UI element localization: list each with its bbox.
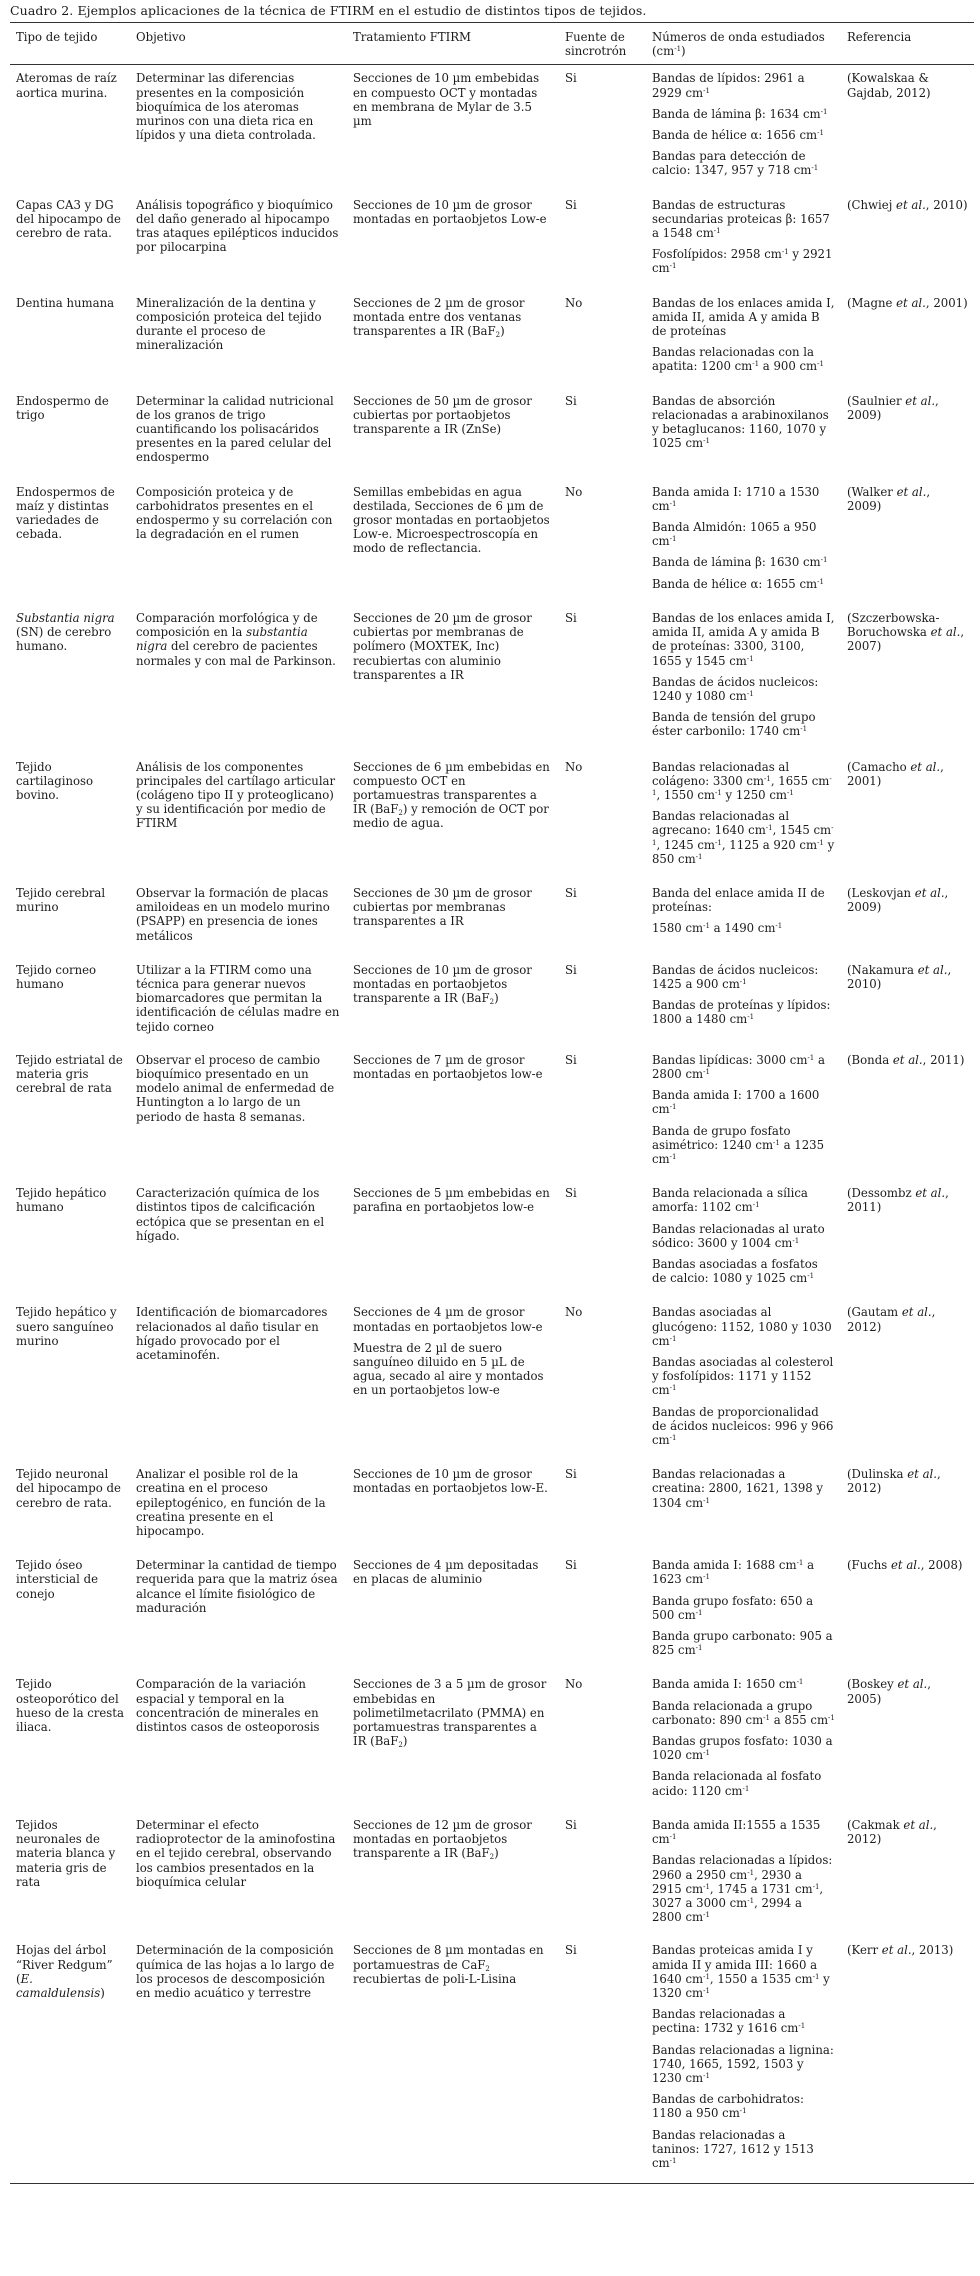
wavenumbers-cell <box>646 387 841 478</box>
treatment-text: Secciones de 7 µm de grosor montadas en portaobjetos low-e <box>353 1052 543 1081</box>
tissue-type-cell <box>10 478 130 604</box>
wavenumbers-cell <box>646 1298 841 1460</box>
treatment-text: Secciones de 20 µm de grosor cubiertas por membranas de polímero (MOXTEK, Inc) recubiertas con aluminio transparentes a IR <box>353 610 532 682</box>
synchrotron-cell <box>559 604 646 752</box>
tissue-type-cell <box>10 1937 130 2183</box>
synchrotron-cell <box>559 1811 646 1937</box>
objective-text: Identificación de biomarcadores relacionados al daño tisular en hígado provocado por el acetaminofén. <box>136 1305 328 1363</box>
objective-cell <box>130 65 347 191</box>
table-body <box>10 65 974 2184</box>
synchrotron-value: Si <box>565 1052 577 1067</box>
table-row <box>10 956 974 1047</box>
objective-cell <box>130 1937 347 2183</box>
objective-text: Análisis topográfico y bioquímico del daño generado al hipocampo tras ataques epilépticos inducidos por pilocarpina <box>136 197 339 255</box>
table-row <box>10 191 974 289</box>
header-tissue-type: Tipo de tejido <box>16 30 98 44</box>
treatment-cell <box>347 387 559 478</box>
reference-text: (Dulinska et al., 2012) <box>847 1467 941 1496</box>
objective-cell <box>130 289 347 387</box>
tissue-type-text: Tejido osteoporótico del hueso de la cresta iliaca. <box>16 1677 124 1735</box>
band-entry: Bandas relacionadas a pectina: 1732 y 1616 $cm^{-1}$ <box>652 2007 806 2036</box>
objective-cell <box>130 478 347 604</box>
table-row <box>10 1179 974 1298</box>
treatment-cell <box>347 1460 559 1551</box>
synchrotron-cell <box>559 478 646 604</box>
table-row <box>10 1047 974 1179</box>
synchrotron-value: Si <box>565 1467 577 1482</box>
reference-text: (Leskovjan et al., 2009) <box>847 885 949 915</box>
treatment-text: Secciones de 30 µm de grosor cubiertas por membranas transparentes a IR <box>353 885 532 929</box>
reference-cell <box>841 1551 974 1670</box>
synchrotron-cell <box>559 65 646 191</box>
synchrotron-value: No <box>565 484 583 499</box>
band-entry: 1580 $cm^{-1}$ a 1490 $cm^{-1}$ <box>652 921 783 936</box>
wavenumbers-cell <box>646 956 841 1047</box>
table-row <box>10 1460 974 1551</box>
band-entry: Fosfolípidos: 2958 $cm^{-1}$ y 2921 $cm^{-1}$ <box>652 247 833 276</box>
tissue-type-cell <box>10 387 130 478</box>
tissue-type-cell <box>10 1460 130 1551</box>
objective-text: Análisis de los componentes principales del cartílago articular (colágeno tipo II y proteoglicano) y su identificación por medio de FTIRM <box>136 759 336 831</box>
treatment-cell <box>347 65 559 191</box>
band-entry: Banda de hélice α: 1656 $cm^{-1}$ <box>652 128 824 143</box>
tissue-type-text: Dentina humana <box>16 295 115 310</box>
band-entry: Banda relacionada a grupo carbonato: 890 $cm^{-1}$ a 855 $cm^{-1}$ <box>652 1698 835 1727</box>
band-entry: Bandas asociadas a fosfatos de calcio: 1080 y 1025 $cm^{-1}$ <box>652 1257 818 1286</box>
band-entry: Bandas de absorción relacionadas a arabinoxilanos y betaglucanos: 1160, 1070 y 1025 $cm^{-1}$ <box>652 393 829 451</box>
table-row <box>10 1298 974 1460</box>
table-row <box>10 752 974 879</box>
treatment-cell <box>347 752 559 879</box>
tissue-type-cell <box>10 1047 130 1179</box>
treatment-text: Secciones de 10 µm de grosor montadas en portaobjetos low-E. <box>353 1467 548 1496</box>
objective-cell <box>130 1047 347 1179</box>
objective-text: Determinar la calidad nutricional de los granos de trigo cuantificando los polisacáridos presentes en la pared celular del endospermo <box>136 393 334 465</box>
tissue-type-text: Substantia nigra (SN) de cerebro humano. <box>16 610 115 654</box>
band-entry: Banda amida II:1555 a 1535 $cm^{-1}$ <box>652 1817 821 1847</box>
reference-cell <box>841 1937 974 2183</box>
tissue-type-cell <box>10 1298 130 1460</box>
band-entry: Banda de hélice α: 1655 $cm^{-1}$ <box>652 576 824 591</box>
treatment-cell <box>347 1811 559 1937</box>
header-ftirm-treatment: Tratamiento FTIRM <box>353 30 472 44</box>
treatment-text: Semillas embebidas en agua destilada, Secciones de 6 µm de grosor montadas en portaobjetos Low-e. Microespectroscopía en modo de reflectancia. <box>353 484 550 556</box>
table-header <box>10 23 974 65</box>
objective-text: Determinación de la composición química de las hojas a lo largo de los procesos de descomposición en medio acuático y terrestre <box>136 1943 335 2000</box>
band-entry: Banda del enlace amida II de proteínas: <box>652 885 825 915</box>
reference-text: (Dessombz et al., 2011) <box>847 1186 949 1215</box>
reference-text: (Cakmak et al., 2012) <box>847 1817 937 1847</box>
treatment-cell <box>347 879 559 956</box>
synchrotron-value: No <box>565 295 583 310</box>
synchrotron-value: Si <box>565 1186 577 1201</box>
objective-text: Comparación morfológica y de composición en la substantia nigra del cerebro de pacientes normales y con mal de Parkinson. <box>136 610 336 668</box>
treatment-cell <box>347 1179 559 1298</box>
tissue-type-text: Tejido corneo humano <box>16 962 97 991</box>
objective-cell <box>130 956 347 1047</box>
band-entry: Banda relacionada al fosfato acido: 1120 $cm^{-1}$ <box>652 1769 822 1798</box>
synchrotron-value: Si <box>565 71 577 86</box>
reference-cell <box>841 1298 974 1460</box>
synchrotron-cell <box>559 956 646 1047</box>
objective-cell <box>130 1179 347 1298</box>
objective-text: Determinar el efecto radioprotector de la aminofostina en el tejido cerebral, observando los cambios presentados en la bioquímica celular <box>136 1817 336 1889</box>
tissue-type-cell <box>10 289 130 387</box>
applications-table <box>10 22 974 2184</box>
reference-text: (Gautam et al., 2012) <box>847 1305 936 1334</box>
synchrotron-value: No <box>565 1677 583 1692</box>
band-entry: Bandas relacionadas a lignina: 1740, 1665, 1592, 1503 y 1230 $cm^{-1}$ <box>652 2042 834 2085</box>
objective-cell <box>130 752 347 879</box>
treatment-text: Secciones de 10 µm embebidas en compuesto OCT y montadas en membrana de Mylar de 3.5 µm <box>353 71 540 129</box>
tissue-type-cell <box>10 752 130 879</box>
treatment-text: Secciones de 50 µm de grosor cubiertas por portaobjetos transparente a IR (ZnSe) <box>353 393 532 437</box>
band-entry: Bandas relacionadas a creatina: 2800, 1621, 1398 y 1304 $cm^{-1}$ <box>652 1467 824 1510</box>
band-entry: Bandas de carbohidratos: 1180 a 950 $cm^{-1}$ <box>652 2092 804 2121</box>
table-row <box>10 604 974 752</box>
band-entry: Bandas de los enlaces amida I, amida II, amida A y amida B de proteínas: 3300, 3100, 1655 y 1545 $cm^{-1}$ <box>652 610 835 668</box>
band-entry: Bandas para detección de calcio: 1347, 957 y 718 $cm^{-1}$ <box>652 149 819 178</box>
band-entry: Bandas lipídicas: 3000 $cm^{-1}$ a 2800 $cm^{-1}$ <box>652 1052 825 1081</box>
reference-text: (Kowalskaa & Gajdab, 2012) <box>847 71 931 100</box>
band-entry: Bandas de estructuras secundarias proteicas β: 1657 a 1548 $cm^{-1}$ <box>652 197 830 241</box>
objective-text: Composición proteica y de carbohidratos presentes en el endospermo y su correlación con la degradación en el rumen <box>136 484 333 542</box>
band-entry: Banda de lámina β: 1630 $cm^{-1}$ <box>652 555 828 570</box>
wavenumbers-cell <box>646 65 841 191</box>
objective-cell <box>130 191 347 289</box>
reference-cell <box>841 1047 974 1179</box>
synchrotron-cell <box>559 387 646 478</box>
tissue-type-text: Hojas del árbol “River Redgum” (E. camaldulensis) <box>16 1943 113 2000</box>
objective-cell <box>130 387 347 478</box>
table-row <box>10 65 974 191</box>
band-entry: Banda grupo fosfato: 650 a 500 $cm^{-1}$ <box>652 1593 814 1622</box>
reference-text: (Camacho et al., 2001) <box>847 759 944 788</box>
band-entry: Bandas asociadas al glucógeno: 1152, 1080 y 1030 $cm^{-1}$ <box>652 1305 832 1348</box>
reference-text: (Magne et al., 2001) <box>847 295 968 310</box>
tissue-type-cell <box>10 604 130 752</box>
synchrotron-cell <box>559 289 646 387</box>
synchrotron-value: Si <box>565 1817 577 1832</box>
objective-text: Analizar el posible rol de la creatina en el proceso epileptogénico, en función de la creatina presente en el hipocampo. <box>136 1467 326 1539</box>
header-reference: Referencia <box>847 30 912 44</box>
wavenumbers-cell <box>646 879 841 956</box>
synchrotron-cell <box>559 1551 646 1670</box>
reference-text: (Bonda et al., 2011) <box>847 1052 965 1067</box>
synchrotron-value: Si <box>565 1943 577 1958</box>
reference-cell <box>841 879 974 956</box>
treatment-text: Secciones de 8 µm montadas en portamuestras de CaF$_2$ recubiertas de poli-L-Lisina <box>353 1943 544 1986</box>
reference-cell <box>841 956 974 1047</box>
wavenumbers-cell <box>646 478 841 604</box>
treatment-text: Secciones de 4 µm de grosor montadas en portaobjetos low-e <box>353 1305 543 1334</box>
tissue-type-cell <box>10 65 130 191</box>
band-entry: Bandas grupos fosfato: 1030 a 1020 $cm^{-1}$ <box>652 1734 833 1763</box>
tissue-type-cell <box>10 956 130 1047</box>
treatment-cell <box>347 1937 559 2183</box>
tissue-type-text: Tejido estriatal de materia gris cerebral de rata <box>16 1052 123 1096</box>
objective-text: Determinar la cantidad de tiempo requerida para que la matriz ósea alcance el límite fisiológico de maduración <box>136 1558 338 1615</box>
treatment-text: Secciones de 12 µm de grosor montadas en portaobjetos transparente a IR (BaF$_2$) <box>353 1817 532 1862</box>
reference-cell <box>841 1811 974 1937</box>
treatment-text: Secciones de 3 a 5 µm de grosor embebidas en polimetilmetacrilato (PMMA) en portamuestras transparentes a IR (BaF$_2$) <box>353 1677 547 1750</box>
synchrotron-value: Si <box>565 962 577 977</box>
reference-text: (Boskey et al., 2005) <box>847 1677 931 1706</box>
synchrotron-cell <box>559 1670 646 1810</box>
table-row <box>10 1937 974 2183</box>
wavenumbers-cell <box>646 1551 841 1670</box>
tissue-type-text: Tejido óseo intersticial de conejo <box>16 1558 99 1601</box>
tissue-type-cell <box>10 1811 130 1937</box>
treatment-cell <box>347 478 559 604</box>
band-entry: Bandas de ácidos nucleicos: 1425 a 900 $cm^{-1}$ <box>652 962 819 991</box>
band-entry: Bandas de lípidos: 2961 a 2929 $cm^{-1}$ <box>652 71 805 100</box>
treatment-text: Secciones de 5 µm embebidas en parafina en portaobjetos low-e <box>353 1186 550 1215</box>
objective-text: Comparación de la variación espacial y temporal en la concentración de minerales en distintos casos de osteoporosis <box>136 1677 320 1735</box>
objective-cell <box>130 1670 347 1810</box>
table-row <box>10 879 974 956</box>
wavenumbers-cell <box>646 289 841 387</box>
table-row <box>10 478 974 604</box>
band-entry: Banda de grupo fosfato asimétrico: 1240 $cm^{-1}$ a 1235 $cm^{-1}$ <box>652 1123 825 1166</box>
reference-text: (Saulnier et al., 2009) <box>847 393 939 422</box>
header-row <box>10 23 974 65</box>
tissue-type-cell <box>10 1551 130 1670</box>
band-entry: Bandas relacionadas al colágeno: 3300 $cm^{-1}$, 1655 $cm^{-1}$, 1550 $cm^{-1}$ y 1250 $cm^{-1}$ <box>652 759 832 802</box>
reference-cell <box>841 387 974 478</box>
objective-text: Caracterización química de los distintos tipos de calcificación ectópica que se presentan en el hígado. <box>136 1186 325 1243</box>
band-entry: Banda amida I: 1688 $cm^{-1}$ a 1623 $cm^{-1}$ <box>652 1558 815 1587</box>
table-row <box>10 1670 974 1810</box>
tissue-type-cell <box>10 879 130 956</box>
objective-cell <box>130 1551 347 1670</box>
synchrotron-value: Si <box>565 610 577 625</box>
tissue-type-cell <box>10 191 130 289</box>
tissue-type-text: Tejido hepático y suero sanguíneo murino <box>16 1305 117 1348</box>
objective-cell <box>130 1460 347 1551</box>
tissue-type-cell <box>10 1670 130 1810</box>
reference-text: (Walker et al., 2009) <box>847 484 931 513</box>
reference-cell <box>841 1179 974 1298</box>
band-entry: Bandas relacionadas a lípidos: 2960 a 2950 $cm^{-1}$, 2930 a 2915 $cm^{-1}$, 1745 a 1731 $cm^{-1}$, 3027 a 3000 $cm^{-1}$, 2994 a 2800 $cm^{-1}$ <box>652 1853 833 1925</box>
band-entry: Bandas relacionadas al urato sódico: 3600 y 1004 $cm^{-1}$ <box>652 1221 825 1250</box>
objective-cell <box>130 1811 347 1937</box>
band-entry: Banda amida I: 1700 a 1600 $cm^{-1}$ <box>652 1088 820 1117</box>
reference-text: (Nakamura et al., 2010) <box>847 962 952 991</box>
synchrotron-cell <box>559 1937 646 2183</box>
wavenumbers-cell <box>646 1670 841 1810</box>
header-wavenumbers: Números de onda estudiados $(cm^{-1})$ <box>652 30 825 59</box>
treatment-text: Secciones de 10 µm de grosor montadas en portaobjetos transparente a IR (BaF$_2$) <box>353 962 532 1007</box>
synchrotron-cell <box>559 752 646 879</box>
tissue-type-text: Capas CA3 y DG del hipocampo de cerebro de rata. <box>16 197 121 241</box>
synchrotron-value: Si <box>565 1558 577 1573</box>
reference-text: (Fuchs et al., 2008) <box>847 1558 963 1573</box>
synchrotron-value: Si <box>565 197 577 212</box>
objective-text: Determinar las diferencias presentes en la composición bioquímica de los ateromas murinos con una dieta rica en lípidos y una dieta controlada. <box>136 71 316 143</box>
objective-text: Observar la formación de placas amiloideas en un modelo murino (PSAPP) en presencia de iones metálicos <box>136 885 330 943</box>
wavenumbers-cell <box>646 1047 841 1179</box>
synchrotron-cell <box>559 1179 646 1298</box>
synchrotron-value: Si <box>565 885 577 900</box>
band-entry: Bandas relacionadas a taninos: 1727, 1612 y 1513 $cm^{-1}$ <box>652 2127 814 2170</box>
tissue-type-text: Endospermos de maíz y distintas variedades de cebada. <box>16 484 115 542</box>
band-entry: Banda Almidón: 1065 a 950 $cm^{-1}$ <box>652 520 817 549</box>
treatment-cell <box>347 1670 559 1810</box>
wavenumbers-cell <box>646 1179 841 1298</box>
tissue-type-text: Tejido cerebral murino <box>16 885 106 915</box>
reference-cell <box>841 289 974 387</box>
synchrotron-value: No <box>565 759 583 774</box>
wavenumbers-cell <box>646 1937 841 2183</box>
treatment-text: Secciones de 10 µm de grosor montadas en portaobjetos Low-e <box>353 197 547 226</box>
objective-text: Observar el proceso de cambio bioquímico presentado en un modelo animal de enfermedad de Huntington a lo largo de un periodo de hasta 8 semanas. <box>136 1052 335 1124</box>
band-entry: Bandas relacionadas al agrecano: 1640 $cm^{-1}$, 1545 $cm^{-1}$, 1245 $cm^{-1}$, 1125 a 920 $cm^{-1}$ y 850 $cm^{-1}$ <box>652 809 835 866</box>
reference-text: (Chwiej et al., 2010) <box>847 197 968 212</box>
objective-cell <box>130 1298 347 1460</box>
band-entry: Bandas de ácidos nucleicos: 1240 y 1080 $cm^{-1}$ <box>652 674 819 703</box>
reference-text: (Kerr et al., 2013) <box>847 1943 954 1958</box>
wavenumbers-cell <box>646 1460 841 1551</box>
tissue-type-text: Tejido neuronal del hipocampo de cerebro de rata. <box>16 1467 121 1510</box>
reference-cell <box>841 191 974 289</box>
band-entry: Bandas relacionadas con la apatita: 1200 $cm^{-1}$ a 900 $cm^{-1}$ <box>652 345 824 374</box>
reference-text: (Szczerbowska-Boruchowska et al., 2007) <box>847 610 965 654</box>
header-synchrotron-source: Fuente de sincrotrón <box>565 30 627 59</box>
synchrotron-cell <box>559 1460 646 1551</box>
reference-cell <box>841 1460 974 1551</box>
band-entry: Banda amida I: 1650 $cm^{-1}$ <box>652 1677 804 1692</box>
treatment-text: Muestra de 2 µl de suero sanguíneo diluido en 5 µL de agua, secado al aire y montados en un portaobjetos low-e <box>353 1340 544 1398</box>
table-caption: Cuadro 2. Ejemplos aplicaciones de la técnica de FTIRM en el estudio de distintos tipos de tejidos. <box>10 3 647 18</box>
tissue-type-text: Tejido cartilaginoso bovino. <box>16 759 94 802</box>
band-entry: Bandas de proteínas y lípidos: 1800 a 1480 $cm^{-1}$ <box>652 998 831 1027</box>
treatment-cell <box>347 604 559 752</box>
treatment-cell <box>347 1551 559 1670</box>
header-objective: Objetivo <box>136 30 186 44</box>
treatment-text: Secciones de 4 µm depositadas en placas de aluminio <box>353 1558 539 1587</box>
treatment-cell <box>347 191 559 289</box>
objective-text: Mineralización de la dentina y composición proteica del tejido durante el proceso de mineralización <box>136 295 322 353</box>
synchrotron-cell <box>559 1298 646 1460</box>
tissue-type-text: Endospermo de trigo <box>16 393 109 422</box>
reference-cell <box>841 65 974 191</box>
band-entry: Banda relacionada a sílica amorfa: 1102 $cm^{-1}$ <box>652 1186 808 1215</box>
band-entry: Banda de tensión del grupo éster carbonilo: 1740 $cm^{-1}$ <box>652 710 816 739</box>
reference-cell <box>841 604 974 752</box>
band-entry: Banda grupo carbonato: 905 a 825 $cm^{-1}$ <box>652 1629 833 1658</box>
treatment-cell <box>347 1047 559 1179</box>
tissue-type-text: Tejido hepático humano <box>16 1186 107 1215</box>
treatment-cell <box>347 1298 559 1460</box>
band-entry: Bandas proteicas amida I y amida II y amida III: 1660 a 1640 $cm^{-1}$, 1550 a 1535 $cm^{-1}$ y 1320 $cm^{-1}$ <box>652 1943 830 2000</box>
tissue-type-text: Ateromas de raíz aortica murina. <box>16 71 117 100</box>
treatment-cell <box>347 289 559 387</box>
table-row <box>10 1551 974 1670</box>
synchrotron-value: No <box>565 1305 583 1320</box>
tissue-type-cell <box>10 1179 130 1298</box>
wavenumbers-cell <box>646 604 841 752</box>
band-entry: Bandas de los enlaces amida I, amida II, amida A y amida B de proteínas <box>652 295 835 339</box>
band-entry: Banda amida I: 1710 a 1530 $cm^{-1}$ <box>652 484 820 513</box>
wavenumbers-cell <box>646 752 841 879</box>
table-row <box>10 387 974 478</box>
reference-cell <box>841 752 974 879</box>
synchrotron-cell <box>559 879 646 956</box>
band-entry: Bandas asociadas al colesterol y fosfolípidos: 1171 y 1152 $cm^{-1}$ <box>652 1355 834 1398</box>
treatment-text: Secciones de 2 µm de grosor montada entre dos ventanas transparentes a IR (BaF$_2$) <box>353 295 525 340</box>
synchrotron-value: Si <box>565 393 577 408</box>
treatment-text: Secciones de 6 µm embebidas en compuesto OCT en portamuestras transparentes a IR (BaF$_2$) y remoción de OCT por medio de agua. <box>353 759 550 831</box>
band-entry: Bandas de proporcionalidad de ácidos nucleicos: 996 y 966 $cm^{-1}$ <box>652 1404 834 1448</box>
wavenumbers-cell <box>646 1811 841 1937</box>
objective-cell <box>130 879 347 956</box>
tissue-type-text: Tejidos neuronales de materia blanca y materia gris de rata <box>16 1817 116 1889</box>
synchrotron-cell <box>559 1047 646 1179</box>
wavenumbers-cell <box>646 191 841 289</box>
treatment-cell <box>347 956 559 1047</box>
synchrotron-cell <box>559 191 646 289</box>
objective-cell <box>130 604 347 752</box>
reference-cell <box>841 478 974 604</box>
objective-text: Utilizar a la FTIRM como una técnica para generar nuevos biomarcadores que permitan la identificación de células madre en tejido corneo <box>136 962 340 1034</box>
band-entry: Banda de lámina β: 1634 $cm^{-1}$ <box>652 106 828 121</box>
table-row <box>10 289 974 387</box>
table-row <box>10 1811 974 1937</box>
reference-cell <box>841 1670 974 1810</box>
